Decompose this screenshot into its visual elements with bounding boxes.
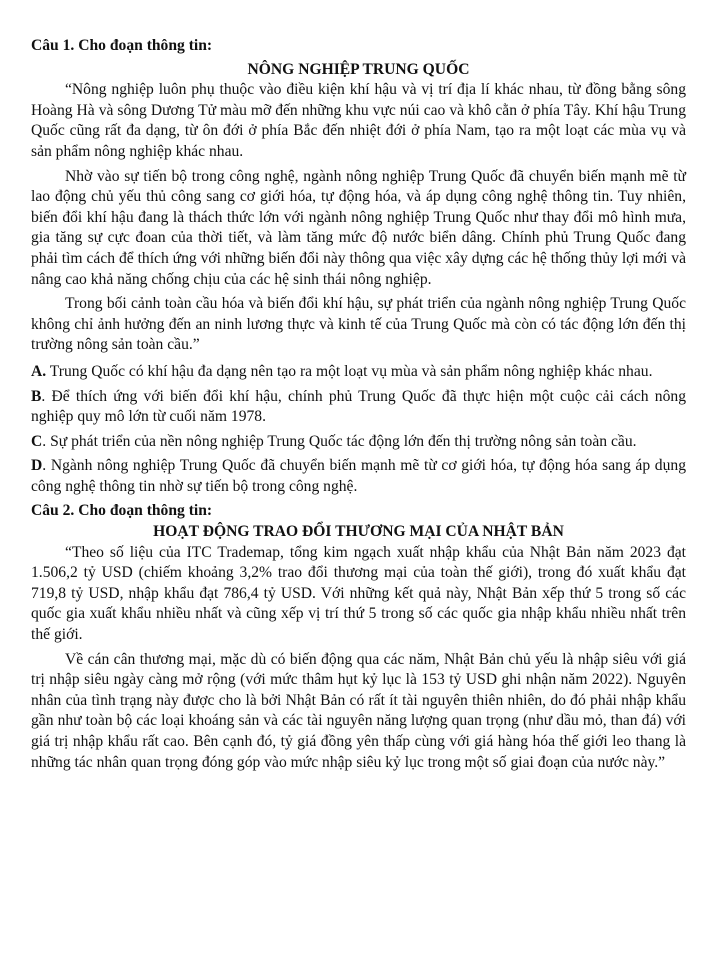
option-c-text: . Sự phát triển của nền nông nghiệp Trung Quốc tác động lớn đến thị trường nông sản toàn cầu.: [42, 432, 637, 450]
option-b-letter: B: [31, 387, 42, 405]
option-a: [31, 362, 686, 383]
question-2-heading: HOẠT ĐỘNG TRAO ĐỔI THƯƠNG MẠI CỦA NHẬT BẢN: [153, 523, 564, 541]
question-1-title: Câu 1. Cho đoạn thông tin:: [31, 37, 213, 54]
question-1-paragraph-1: “Nông nghiệp luôn phụ thuộc vào điều kiện khí hậu và vị trí địa lí khác nhau, từ đồng bằng sông Hoàng Hà và sông Dương Tử màu mỡ đến những khu vực núi cao và khô cằn ở phía Tây. Khí hậu Trung Quốc cũng rất đa dạng, từ ôn đới ở phía Bắc đến nhiệt đới ở phía Nam, tạo ra một loạt các mùa vụ và sản phẩm nông nghiệp khác nhau.: [31, 81, 686, 160]
option-d-text: . Ngành nông nghiệp Trung Quốc đã chuyển biến mạnh mẽ từ cơ giới hóa, tự động hóa sang áp dụng công nghệ thông tin nhờ sự tiến bộ trong công nghệ.: [31, 457, 686, 495]
option-d: [31, 456, 686, 497]
option-a-text: Trung Quốc có khí hậu đa dạng nên tạo ra một loạt vụ mùa và sản phẩm nông nghiệp khác nhau.: [46, 362, 653, 380]
question-2-paragraph-1: “Theo số liệu của ITC Trademap, tổng kim ngạch xuất nhập khẩu của Nhật Bản năm 2023 đạt 1.506,2 tỷ USD (chiếm khoảng 3,2% trao đổi thương mại của toàn thế giới), trong đó xuất khẩu đạt 719,8 tỷ USD, nhập khẩu đạt 786,4 tỷ USD. Với những kết quả này, Nhật Bản xếp thứ 5 trong số các quốc gia xuất khẩu nhiều nhất và cũng xếp vị trí thứ 5 trong số các quốc gia nhập khẩu nhiều nhất trên thế giới.: [31, 543, 686, 644]
question-1-paragraph-3: Trong bối cảnh toàn cầu hóa và biến đổi khí hậu, sự phát triển của ngành nông nghiệp Trung Quốc không chỉ ảnh hưởng đến an ninh lương thực và kinh tế của Trung Quốc mà còn có tác động lớn đến thị trường nông sản toàn cầu.”: [31, 295, 686, 354]
option-c-letter: C: [31, 432, 43, 450]
option-c: [31, 432, 686, 453]
question-1-heading: NÔNG NGHIỆP TRUNG QUỐC: [247, 60, 470, 78]
question-2-title: Câu 2. Cho đoạn thông tin:: [31, 502, 213, 520]
option-d-letter: D: [31, 457, 43, 475]
question-1-paragraph-2: Nhờ vào sự tiến bộ trong công nghệ, ngành nông nghiệp Trung Quốc đã chuyển biến mạnh mẽ từ lao động chủ yếu thủ công sang cơ giới hóa, tự động hóa, và áp dụng công nghệ thông tin. Tuy nhiên, biến đổi khí hậu đang là thách thức lớn với ngành nông nghiệp Trung Quốc như thay đổi mô hình mưa, gia tăng sự cực đoan của thời tiết, và làm tăng mức độ nước biển dâng. Chính phủ Trung Quốc đang phải tìm cách để thích ứng với những biến đổi này thông qua việc xây dựng các hệ thống thủy lợi mới và nâng cao khả năng chống chịu của các hệ sinh thái nông nghiệp.: [31, 167, 686, 288]
option-a-letter: A.: [31, 362, 47, 380]
option-b-text: . Để thích ứng với biến đổi khí hậu, chính phủ Trung Quốc đã thực hiện một cuộc cải cách nông nghiệp quy mô lớn từ cuối năm 1978.: [31, 387, 686, 426]
question-2-paragraph-2: Về cán cân thương mại, mặc dù có biến động qua các năm, Nhật Bản chủ yếu là nhập siêu với giá trị nhập siêu ngày càng mở rộng (với mức thâm hụt kỷ lục là 153 tỷ USD ghi nhận năm 2022). Nguyên nhân của tình trạng này được cho là bởi Nhật Bản có rất ít tài nguyên thiên nhiên, do đó phải nhập khẩu gần như toàn bộ các loại khoáng sản và các tài nguyên năng lượng quan trọng (như dầu mỏ, than đá) với giá trị nhập khẩu rất cao. Bên cạnh đó, tỷ giá đồng yên thấp cùng với giá hàng hóa thế giới leo thang là những tác nhân quan trọng đóng góp vào mức nhập siêu kỷ lục trong một số giai đoạn của nước này.”: [31, 650, 686, 771]
option-b: [31, 387, 686, 428]
